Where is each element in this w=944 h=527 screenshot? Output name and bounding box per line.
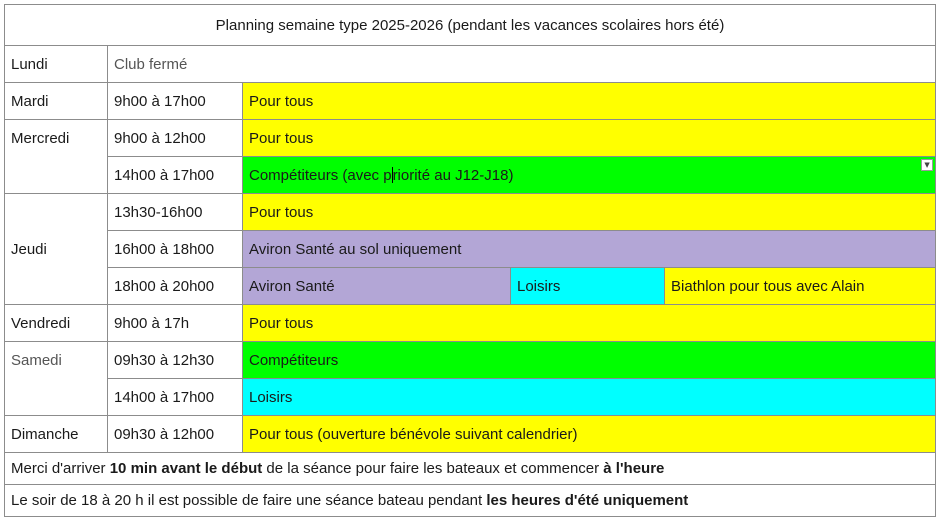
time-mardi: 9h00 à 17h00	[108, 83, 243, 120]
time-jeudi-3: 18h00 à 20h00	[108, 268, 243, 305]
row-samedi-1	[5, 342, 936, 379]
day-jeudi: Jeudi	[5, 194, 108, 305]
activity-text-part1: Compétiteurs (avec p	[249, 166, 392, 184]
footer-note-evening	[5, 485, 936, 517]
time-samedi-2: 14h00 à 17h00	[108, 379, 243, 416]
activity-jeudi-3c: Biathlon pour tous avec Alain	[665, 268, 936, 305]
row-mardi	[5, 83, 936, 120]
row-jeudi-1	[5, 194, 936, 231]
footer-note-arrival	[5, 453, 936, 485]
row-footer-2	[5, 485, 936, 517]
footer1-text-1: Merci d'arriver	[11, 460, 110, 477]
time-vendredi: 9h00 à 17h	[108, 305, 243, 342]
day-lundi: Lundi	[5, 46, 108, 83]
row-jeudi-2	[5, 231, 936, 268]
activity-mercredi-1: Pour tous	[243, 120, 936, 157]
row-lundi	[5, 46, 936, 83]
row-samedi-2	[5, 379, 936, 416]
activity-jeudi-3a: Aviron Santé	[243, 268, 511, 305]
activity-jeudi-3b: Loisirs	[511, 268, 665, 305]
activity-jeudi-1: Pour tous	[243, 194, 936, 231]
time-samedi-1: 09h30 à 12h30	[108, 342, 243, 379]
row-mercredi-1	[5, 120, 936, 157]
activity-mercredi-2[interactable]	[243, 157, 936, 194]
activity-samedi-2: Loisirs	[243, 379, 936, 416]
activity-jeudi-2: Aviron Santé au sol uniquement	[243, 231, 936, 268]
row-dimanche	[5, 416, 936, 453]
time-mercredi-1: 9h00 à 12h00	[108, 120, 243, 157]
activity-text-part2: riorité au J12-J18)	[392, 166, 514, 184]
footer2-text-1: Le soir de 18 à 20 h il est possible de faire une séance bateau pendant	[11, 492, 487, 509]
day-dimanche: Dimanche	[5, 416, 108, 453]
activity-mardi: Pour tous	[243, 83, 936, 120]
footer1-text-2: de la séance pour faire les bateaux et commencer	[262, 460, 604, 477]
day-vendredi: Vendredi	[5, 305, 108, 342]
day-mardi: Mardi	[5, 83, 108, 120]
time-jeudi-2: 16h00 à 18h00	[108, 231, 243, 268]
planning-table	[4, 4, 936, 517]
time-jeudi-1: 13h30-16h00	[108, 194, 243, 231]
lundi-status: Club fermé	[108, 46, 936, 83]
footer1-bold-2: à l'heure	[603, 460, 665, 477]
page-title: Planning semaine type 2025-2026 (pendant les vacances scolaires hors été)	[5, 5, 936, 46]
row-jeudi-3	[5, 268, 936, 305]
day-mercredi: Mercredi	[5, 120, 108, 194]
row-mercredi-2	[5, 157, 936, 194]
activity-dimanche: Pour tous (ouverture bénévole suivant calendrier)	[243, 416, 936, 453]
footer1-bold-1: 10 min avant le début	[109, 460, 263, 477]
activity-samedi-1: Compétiteurs	[243, 342, 936, 379]
day-samedi: Samedi	[5, 342, 108, 416]
time-dimanche: 09h30 à 12h00	[108, 416, 243, 453]
row-footer-1	[5, 453, 936, 485]
footer2-bold-1: les heures d'été uniquement	[486, 492, 689, 509]
row-vendredi	[5, 305, 936, 342]
activity-vendredi: Pour tous	[243, 305, 936, 342]
time-mercredi-2: 14h00 à 17h00	[108, 157, 243, 194]
dropdown-arrow-icon[interactable]: ▼	[921, 159, 933, 171]
